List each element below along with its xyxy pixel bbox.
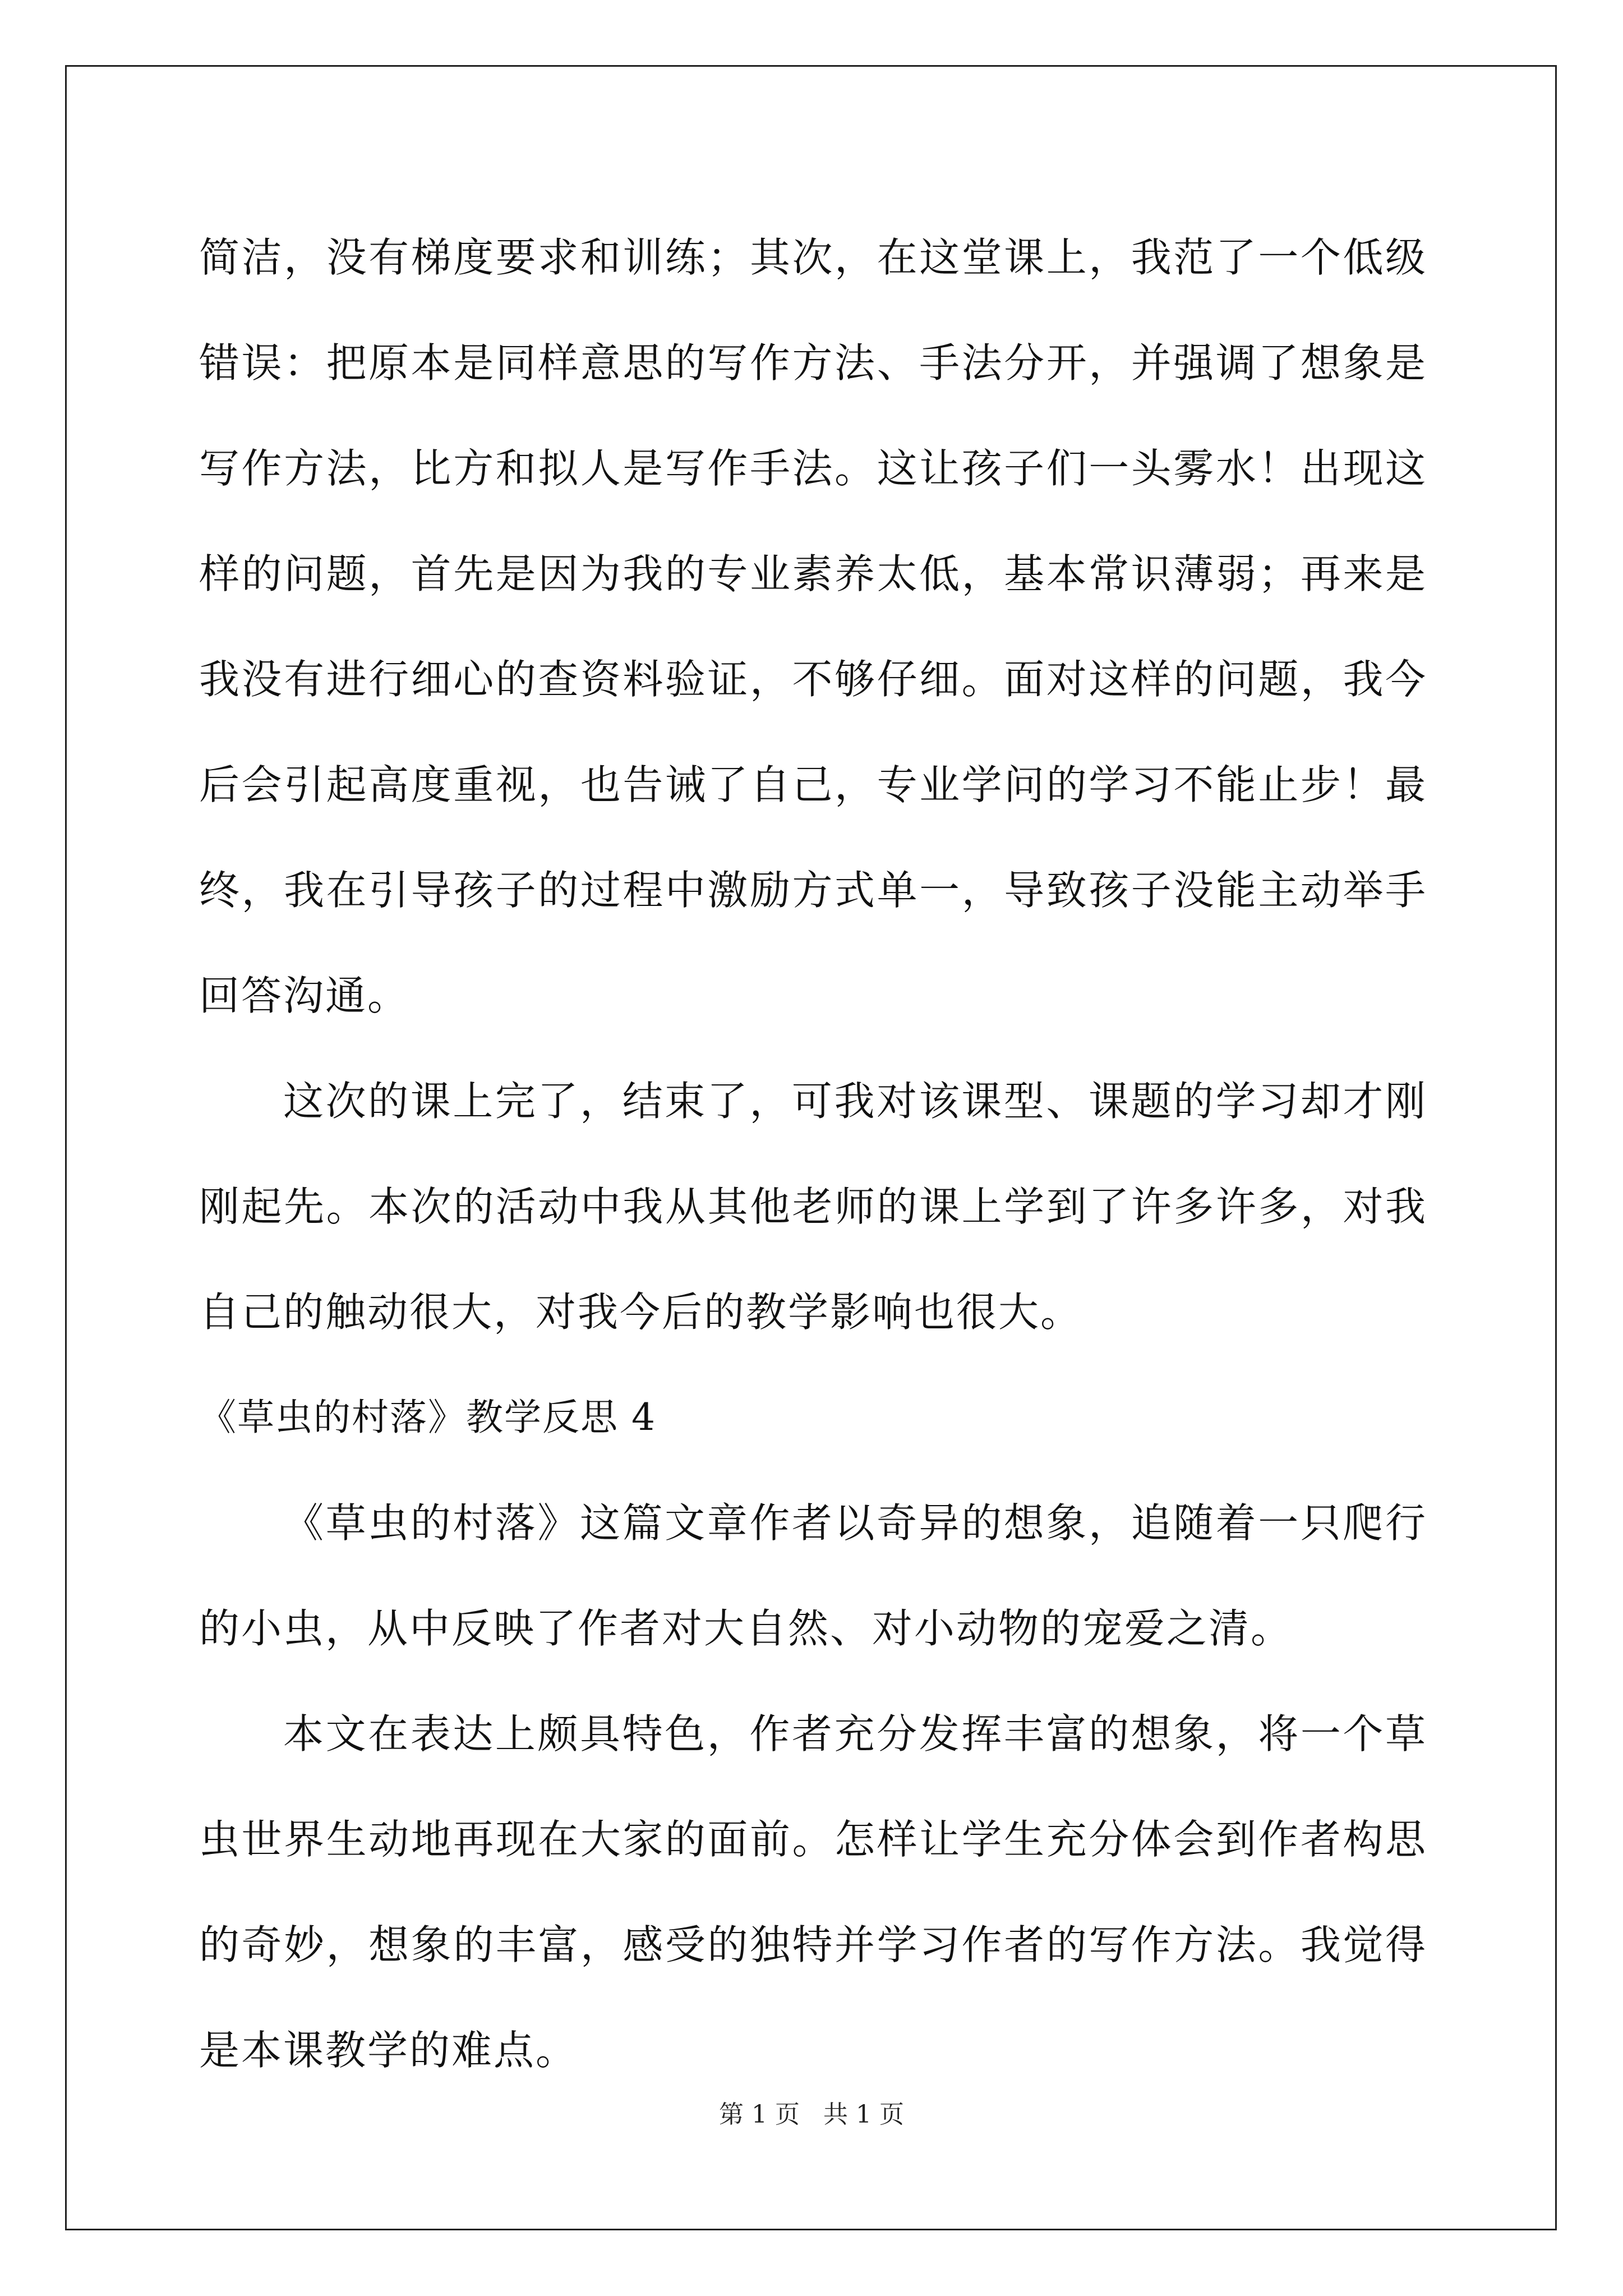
page-total: 共 1 页	[823, 2100, 904, 2129]
paragraph: 这次的课上完了，结束了，可我对该课型、课题的学习却才刚刚起先。本次的活动中我从其他老师的课上学到了许多许多，对我自己的触动很大，对我今后的教学影响也很大。	[199, 1078, 1427, 1336]
page-number: 第 1 页	[719, 2100, 800, 2129]
section-heading: 《草虫的村落》教学反思 4	[199, 1396, 656, 1439]
page-footer	[0, 2098, 1623, 2132]
document-body	[199, 205, 1427, 2103]
paragraph: 《草虫的村落》这篇文章作者以奇异的想象，追随着一只爬行的小虫，从中反映了作者对大自然、对小动物的宠爱之清。	[199, 1499, 1427, 1652]
paragraph: 本文在表达上颇具特色，作者充分发挥丰富的想象，将一个草虫世界生动地再现在大家的面前。怎样让学生充分体会到作者构思的奇妙，想象的丰富，感受的独特并学习作者的写作方法。我觉得是本课教学的难点。	[199, 1710, 1427, 2074]
paragraph: 简洁，没有梯度要求和训练；其次，在这堂课上，我范了一个低级错误：把原本是同样意思的写作方法、手法分开，并强调了想象是写作方法，比方和拟人是写作手法。这让孩子们一头雾水！出现这样的问题，首先是因为我的专业素养太低，基本常识薄弱；再来是我没有进行细心的查资料验证，不够仔细。面对这样的问题，我今后会引起高度重视，也告诫了自己，专业学问的学习不能止步！最终，我在引导孩子的过程中激励方式单一，导致孩子没能主动举手回答沟通。	[199, 234, 1427, 1019]
